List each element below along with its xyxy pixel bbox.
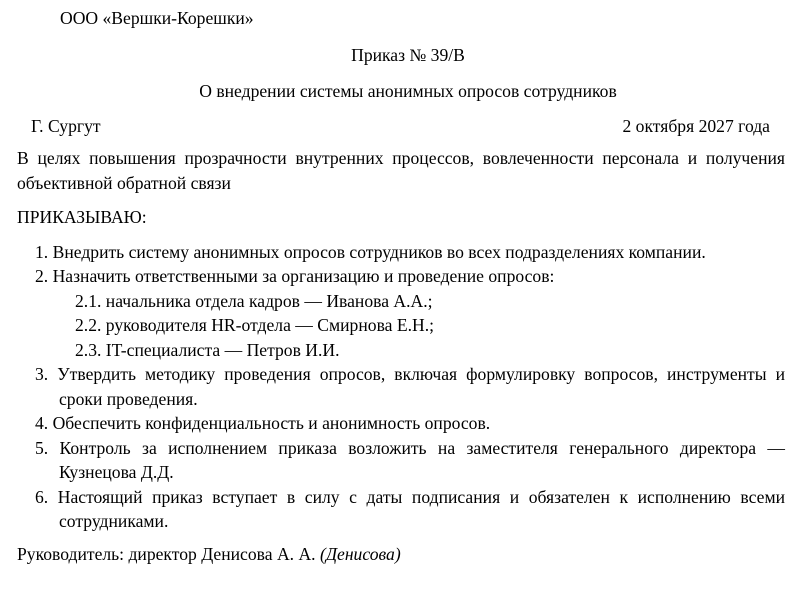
order-item: 1. Внедрить систему анонимных опросов сотрудников во всех подразделениях компании. (35, 241, 706, 262)
order-items (17, 240, 785, 534)
signature-label: Руководитель: директор Денисова А. А. (17, 543, 316, 564)
order-date: 2 октября 2027 года (622, 115, 770, 136)
order-number: Приказ № 39/В (351, 44, 465, 65)
order-subject: О внедрении системы анонимных опросов сотрудников (199, 81, 617, 101)
order-subitem: 2.3. IT-специалиста — Петров И.И. (75, 339, 340, 360)
signature-handwritten: (Денисова) (319, 543, 401, 564)
order-item: 6. Настоящий приказ вступает в силу с даты подписания и обязателен к исполнению всеми сотрудниками. (35, 486, 785, 531)
order-item: 3. Утвердить методику проведения опросов, включая формулировку вопросов, инструменты и сроки проведения. (35, 364, 785, 409)
preamble: В целях повышения прозрачности внутренних процессов, вовлеченности персонала и получения объективной обратной связи (17, 148, 785, 193)
city: Г. Сургут (31, 115, 101, 136)
organization-name: ООО «Вершки-Корешки» (60, 8, 254, 28)
order-item: 2. Назначить ответственными за организацию и проведение опросов: (35, 266, 555, 286)
signature-line (17, 542, 785, 567)
order-word: ПРИКАЗЫВАЮ: (17, 207, 147, 227)
place-date-line (17, 114, 785, 139)
order-subitem: 2.2. руководителя HR-отдела — Смирнова Е.Н.; (75, 315, 434, 335)
order-item: 4. Обеспечить конфиденциальность и анонимность опросов. (35, 413, 491, 433)
order-subitem: 2.1. начальника отдела кадров — Иванова А.А.; (75, 290, 433, 311)
order-item: 5. Контроль за исполнением приказа возложить на заместителя генерального директора — Кузнецова Д.Д. (35, 437, 785, 482)
